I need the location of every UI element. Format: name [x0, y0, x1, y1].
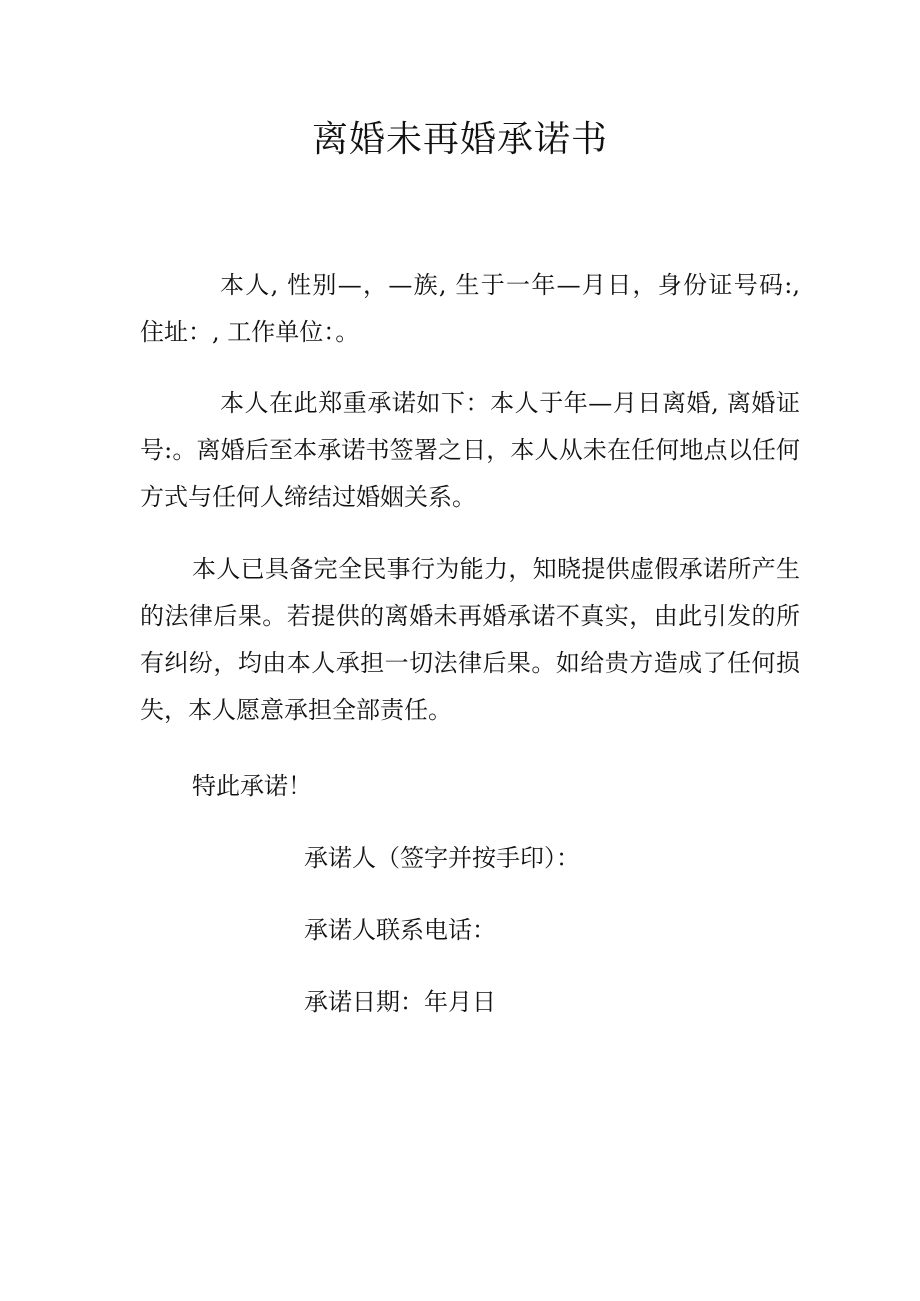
paragraph-legal-responsibility: 本人已具备完全民事行为能力，知晓提供虚假承诺所产生的法律后果。若提供的离婚未再婚承诺不真实，由此引发的所有纠纷，均由本人承担一切法律后果。如给贵方造成了任何损失，本人愿意承担全部责任。	[140, 555, 800, 724]
phone-field-label: 承诺人联系电话：	[304, 916, 496, 944]
date-field-label: 承诺日期：年月日	[304, 988, 496, 1016]
paragraph-personal-info: 本人, 性别—，—族, 生于一年—月日，身份证号码:, 住址：, 工作单位：。	[140, 271, 800, 346]
document-title: 离婚未再婚承诺书	[311, 119, 608, 160]
paragraph-closing: 特此承诺！	[192, 772, 312, 800]
paragraph-commitment: 本人在此郑重承诺如下：本人于年—月日离婚, 离婚证号:。离婚后至本承诺书签署之日，本人从未在任何地点以任何方式与任何人缔结过婚姻关系。	[140, 389, 800, 511]
signer-field-label: 承诺人（签字并按手印）：	[304, 844, 580, 872]
